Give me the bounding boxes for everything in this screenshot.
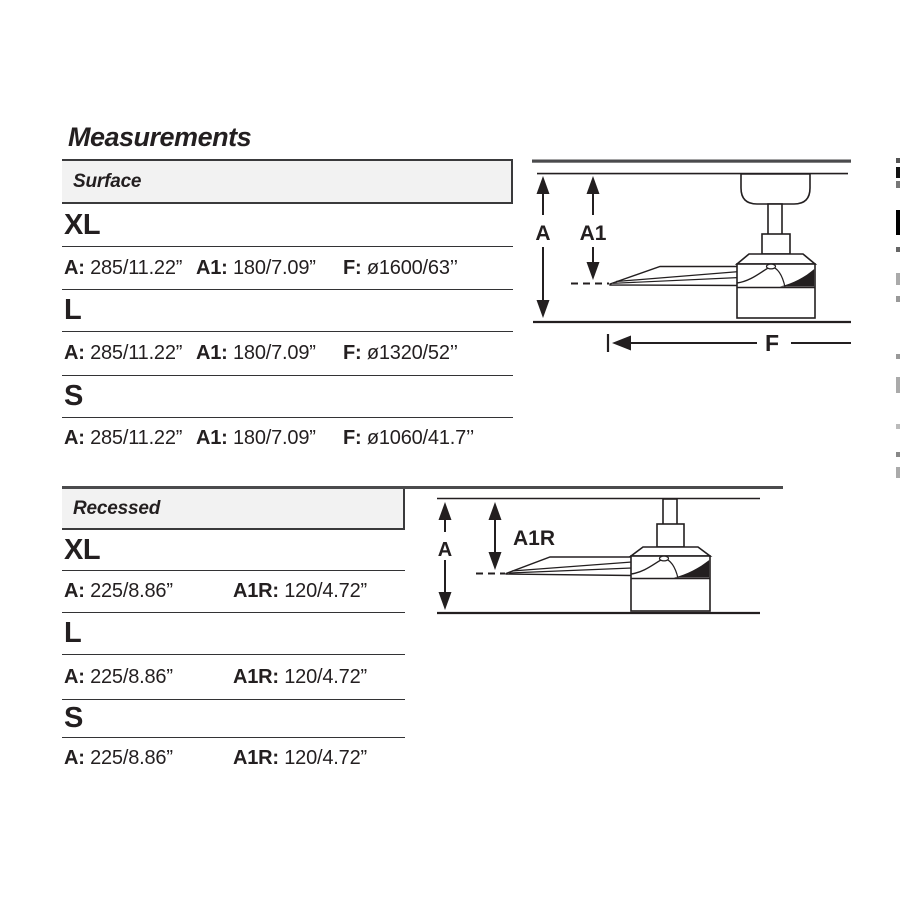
rod-coupler (657, 524, 684, 547)
size-label: S (64, 380, 83, 412)
table-row-size (62, 376, 513, 418)
size-label: L (64, 617, 82, 649)
surface-table-header (62, 159, 513, 204)
dim-label-a1: A1 (579, 222, 607, 245)
measurement-a1: A1: 180/7.09” (196, 256, 316, 279)
blade-mount-hole (767, 264, 776, 269)
table-row-values (62, 655, 405, 700)
clipped-edge-fragment (896, 377, 900, 393)
size-label: S (64, 702, 83, 734)
blade-mount-hole (660, 556, 669, 561)
table-row-values (62, 738, 405, 778)
dimension-arrow-a (535, 176, 550, 318)
measurement-a1r: A1R: 120/4.72” (233, 665, 367, 688)
clipped-edge-fragment (896, 296, 900, 302)
ceiling-slab-line (532, 160, 851, 163)
motor-top (737, 254, 815, 264)
fan-motor-assembly (737, 174, 815, 318)
measurement-f: F: ø1600/63’’ (343, 256, 458, 279)
measurement-a1: A1: 180/7.09” (196, 426, 316, 449)
clipped-edge-fragment (896, 247, 900, 252)
measurement-a1r: A1R: 120/4.72” (233, 580, 367, 602)
size-label: L (64, 294, 82, 326)
measurement-a1: A1: 180/7.09” (196, 342, 316, 364)
measurement-a1r: A1R: 120/4.72” (233, 746, 367, 769)
recessed-header-label: Recessed (73, 497, 161, 519)
measurement-f: F: ø1060/41.7’’ (343, 426, 475, 449)
surface-header-label: Surface (73, 170, 142, 192)
downrod (768, 204, 782, 235)
measurement-a: A: 285/11.22” (64, 342, 183, 364)
table-row-size (62, 700, 405, 738)
table-row-values (62, 571, 405, 613)
recessed-mount-diagram (428, 483, 770, 623)
dimension-arrow-a1 (580, 176, 607, 280)
downrod (663, 499, 677, 525)
clipped-edge-fragment (896, 354, 900, 359)
surface-mount-diagram (520, 155, 855, 355)
clipped-edge-fragment (896, 210, 900, 235)
table-row-size (62, 204, 513, 247)
table-row-values (62, 418, 513, 458)
clipped-edge-fragment (896, 158, 900, 163)
motor-top (631, 547, 710, 556)
clipped-edge-fragment (896, 181, 900, 188)
dimension-arrow-f (608, 330, 851, 356)
surface-table (62, 159, 513, 458)
clipped-edge-fragment (896, 273, 900, 285)
fan-blade (506, 557, 632, 576)
table-row-size (62, 290, 513, 332)
clipped-edge-fragment (896, 467, 900, 478)
size-label: XL (64, 208, 101, 241)
dim-label-a: A (437, 539, 453, 561)
canopy (741, 174, 810, 204)
measurement-a: A: 285/11.22” (64, 256, 183, 279)
table-row-values (62, 332, 513, 376)
measurement-f: F: ø1320/52’’ (343, 342, 458, 364)
clipped-edge-fragment (896, 452, 900, 457)
table-row-values (62, 247, 513, 290)
clipped-edge-fragment (896, 167, 900, 178)
fan-motor-assembly (631, 499, 710, 611)
dim-label-a1r: A1R (513, 527, 556, 550)
motor-body (631, 556, 710, 611)
rod-coupler (762, 234, 790, 254)
size-label: XL (64, 533, 101, 566)
measurement-a: A: 225/8.86” (64, 665, 173, 688)
dim-label-a: A (535, 222, 551, 245)
table-row-size (62, 613, 405, 655)
fan-blade (610, 267, 740, 286)
table-row-size (62, 530, 405, 571)
page-title: Measurements (68, 122, 252, 152)
measurement-a: A: 225/8.86” (64, 746, 173, 769)
recessed-table (62, 489, 405, 778)
measurement-a: A: 285/11.22” (64, 426, 183, 449)
dim-label-f: F (764, 330, 780, 356)
motor-body (737, 264, 815, 318)
clipped-edge-fragment (896, 424, 900, 429)
measurement-a: A: 225/8.86” (64, 580, 173, 602)
dimension-arrow-a (438, 502, 452, 610)
recessed-table-header (62, 489, 405, 530)
